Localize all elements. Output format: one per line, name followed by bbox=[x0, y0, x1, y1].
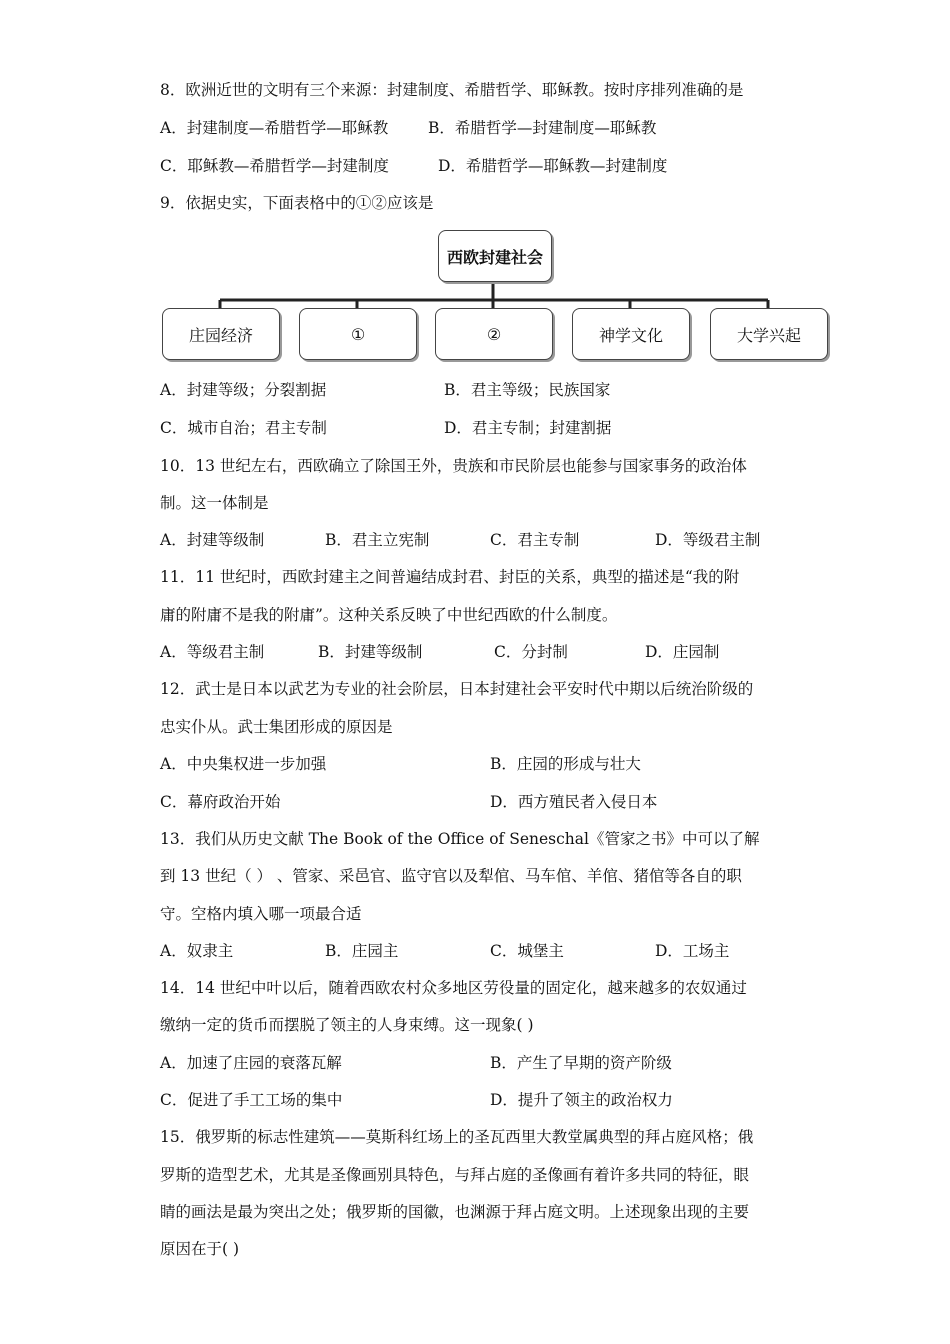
question-14-stem-line-2: 缴纳一定的货币而摆脱了领主的人身束缚。这一现象( ) bbox=[160, 1016, 534, 1034]
question-8-option-b: B．希腊哲学—封建制度—耶稣教 bbox=[428, 119, 657, 137]
question-12-stem-line-2: 忠实仆从。武士集团形成的原因是 bbox=[160, 718, 393, 736]
question-13-stem-line-3: 守。空格内填入哪一项最合适 bbox=[160, 905, 362, 923]
question-8-stem: 8．欧洲近世的文明有三个来源：封建制度、希腊哲学、耶稣教。按时序排列准确的是 bbox=[160, 81, 744, 99]
question-10-option-a: A．封建等级制 bbox=[160, 531, 265, 549]
question-15-stem-line-4: 原因在于( ) bbox=[160, 1240, 240, 1258]
question-9-option-d: D．君主专制；封建割据 bbox=[444, 419, 612, 437]
question-11-option-d: D．庄园制 bbox=[645, 643, 720, 661]
diagram-box-blank-1: ① bbox=[299, 308, 417, 360]
diagram-box-theology-culture: 神学文化 bbox=[572, 308, 690, 360]
question-12-option-c: C．幕府政治开始 bbox=[160, 793, 281, 811]
diagram-box-university-rise: 大学兴起 bbox=[710, 308, 828, 360]
question-14-option-c: C．促进了手工工场的集中 bbox=[160, 1091, 343, 1109]
question-8-option-a: A．封建制度—希腊哲学—耶稣教 bbox=[160, 119, 389, 137]
feudal-society-diagram bbox=[160, 228, 830, 368]
question-15-stem-line-3: 睛的画法是最为突出之处；俄罗斯的国徽，也渊源于拜占庭文明。上述现象出现的主要 bbox=[160, 1203, 750, 1221]
question-10-option-b: B．君主立宪制 bbox=[325, 531, 430, 549]
question-10-stem-line-1: 10．13 世纪左右，西欧确立了除国王外，贵族和市民阶层也能参与国家事务的政治体 bbox=[160, 457, 747, 475]
diagram-root-box: 西欧封建社会 bbox=[438, 230, 552, 282]
question-14-option-a: A．加速了庄园的衰落瓦解 bbox=[160, 1054, 342, 1072]
question-9-option-b: B．君主等级；民族国家 bbox=[444, 381, 611, 399]
question-14-option-d: D．提升了领主的政治权力 bbox=[490, 1091, 673, 1109]
diagram-box-blank-2: ② bbox=[435, 308, 553, 360]
question-11-option-c: C．分封制 bbox=[494, 643, 568, 661]
question-8-option-d: D．希腊哲学—耶稣教—封建制度 bbox=[438, 157, 668, 175]
diagram-box-manor-economy: 庄园经济 bbox=[162, 308, 280, 360]
question-12-option-a: A．中央集权进一步加强 bbox=[160, 755, 327, 773]
question-10-option-d: D．等级君主制 bbox=[655, 531, 761, 549]
question-13-option-a: A．奴隶主 bbox=[160, 942, 234, 960]
question-13-stem-line-1: 13．我们从历史文献 The Book of the Office of Seneschal《管家之书》中可以了解 bbox=[160, 830, 760, 848]
question-11-stem-line-1: 11．11 世纪时，西欧封建主之间普遍结成封君、封臣的关系，典型的描述是“我的附 bbox=[160, 568, 740, 586]
question-10-option-c: C．君主专制 bbox=[490, 531, 580, 549]
question-13-option-c: C．城堡主 bbox=[490, 942, 564, 960]
question-12-option-b: B．庄园的形成与壮大 bbox=[490, 755, 641, 773]
question-8-option-c: C．耶稣教—希腊哲学—封建制度 bbox=[160, 157, 389, 175]
question-15-stem-line-1: 15．俄罗斯的标志性建筑——莫斯科红场上的圣瓦西里大教堂属典型的拜占庭风格；俄 bbox=[160, 1128, 754, 1146]
question-11-option-a: A．等级君主制 bbox=[160, 643, 265, 661]
question-11-stem-line-2: 庸的附庸不是我的附庸”。这种关系反映了中世纪西欧的什么制度。 bbox=[160, 606, 618, 624]
question-10-stem-line-2: 制。这一体制是 bbox=[160, 494, 269, 512]
question-12-stem-line-1: 12．武士是日本以武艺为专业的社会阶层，日本封建社会平安时代中期以后统治阶级的 bbox=[160, 680, 754, 698]
question-13-option-d: D．工场主 bbox=[655, 942, 730, 960]
question-9-option-c: C．城市自治；君主专制 bbox=[160, 419, 327, 437]
question-13-option-b: B．庄园主 bbox=[325, 942, 399, 960]
question-14-stem-line-1: 14．14 世纪中叶以后，随着西欧农村众多地区劳役量的固定化，越来越多的农奴通过 bbox=[160, 979, 747, 997]
question-11-option-b: B．封建等级制 bbox=[318, 643, 423, 661]
question-9-option-a: A．封建等级；分裂割据 bbox=[160, 381, 327, 399]
question-14-option-b: B．产生了早期的资产阶级 bbox=[490, 1054, 672, 1072]
question-15-stem-line-2: 罗斯的造型艺术，尤其是圣像画别具特色，与拜占庭的圣像画有着许多共同的特征，眼 bbox=[160, 1166, 750, 1184]
question-9-stem: 9．依据史实，下面表格中的①②应该是 bbox=[160, 194, 434, 212]
question-12-option-d: D．西方殖民者入侵日本 bbox=[490, 793, 658, 811]
question-13-stem-line-2: 到 13 世纪（ ） 、管家、采邑官、监守官以及犁倌、马车倌、羊倌、猪倌等各自的职 bbox=[160, 867, 742, 885]
